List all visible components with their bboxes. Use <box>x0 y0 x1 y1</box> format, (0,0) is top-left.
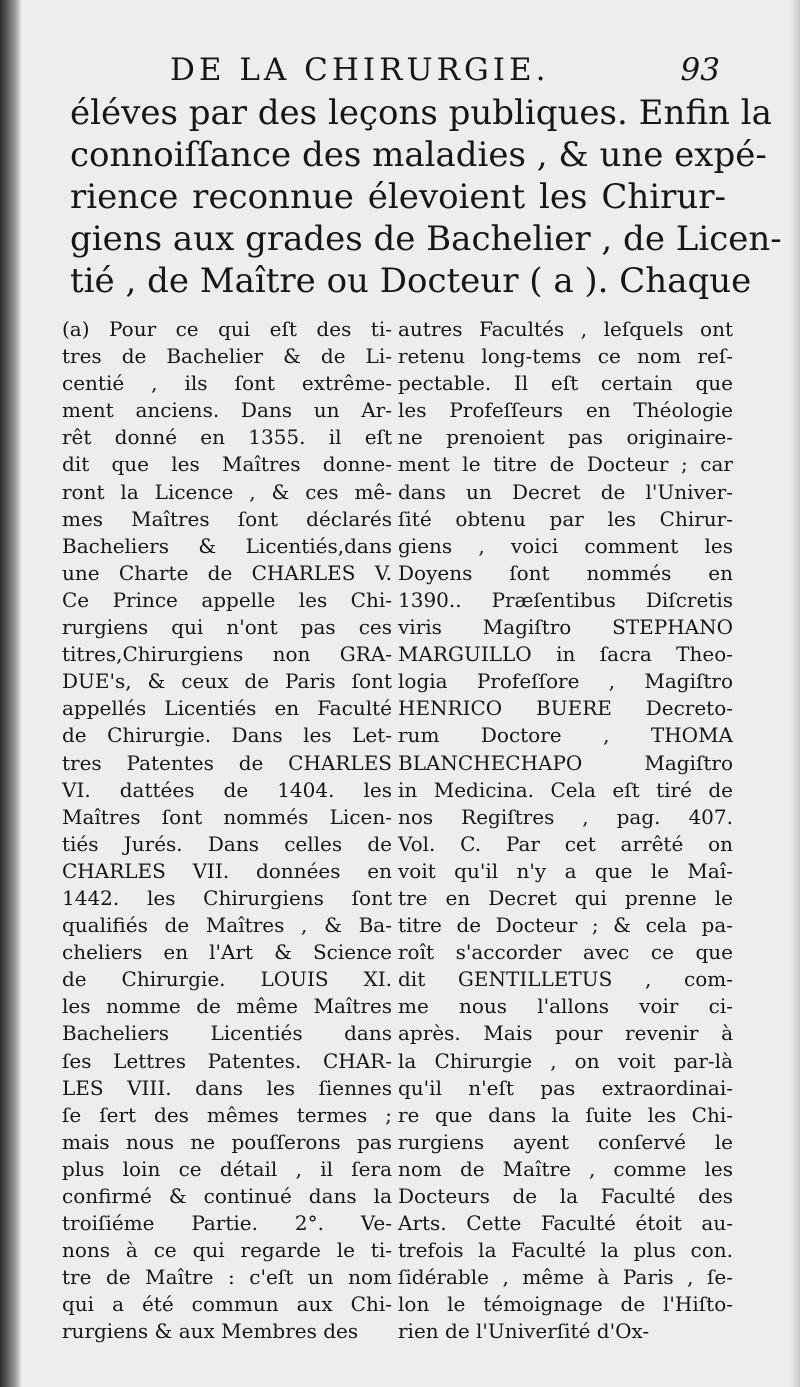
footnote-line: qu'il n'eſt pas extraordinai- <box>398 1075 733 1100</box>
footnote-line: les Profeſſeurs en Théologie <box>398 398 733 423</box>
footnote-line: voit qu'il n'y a que le Maî- <box>398 858 733 883</box>
footnote-line: in Medicina. Cela eſt tiré de <box>398 777 733 802</box>
footnote-line: titres,Chirurgiens non GRA- <box>62 642 392 667</box>
footnote-line: MARGUILLO in ſacra Theo- <box>398 642 733 667</box>
footnote-line: pectable. Il eſt certain que <box>398 371 733 396</box>
footnote-line: VI. dattées de 1404. les <box>62 777 392 802</box>
running-head <box>160 52 720 94</box>
footnote-line: Bacheliers Licentiés dans <box>62 1021 392 1046</box>
footnote-line: Vol. C. Par cet arrêté on <box>398 831 733 856</box>
footnote-line: Docteurs de la Faculté des <box>398 1184 733 1208</box>
footnote-line: LES VIII. dans les ſiennes <box>62 1075 392 1100</box>
footnote-line: tre en Decret qui prenne le <box>398 885 733 910</box>
footnote-line: appellés Licentiés en Faculté <box>62 696 392 721</box>
footnote-line: troiſiéme Partie. 2°. Ve- <box>62 1211 392 1236</box>
footnote-line: dans un Decret de l'Univer- <box>398 479 733 504</box>
footnote-line: DUE's, & ceux de Paris ſont <box>62 669 392 694</box>
page-number: 93 <box>680 52 720 88</box>
footnote-line: dit que les Maîtres donne- <box>62 452 392 477</box>
footnote-line: CHARLES VII. données en <box>62 858 392 883</box>
footnote-line: tre de Maître : c'eſt un nom <box>62 1265 392 1290</box>
main-text-block <box>70 92 782 302</box>
main-text-line: tié , de Maître ou Docteur ( a ). Chaque <box>70 261 752 301</box>
footnote-line: tiés Jurés. Dans celles de <box>62 831 392 856</box>
footnote-line: roît s'accorder avec ce que <box>398 940 733 965</box>
footnote-line: ment le titre de Docteur ; car <box>398 452 733 477</box>
footnote-line: logia Profeſſore , Magiſtro <box>398 669 733 694</box>
footnote-column-left <box>62 316 392 1346</box>
footnote-line: ſité obtenu par les Chirur- <box>398 506 733 531</box>
footnote-line: 1390.. Præſentibus Diſcretis <box>398 587 733 612</box>
footnote-line: retenu long-tems ce nom reſ- <box>398 344 733 369</box>
footnote-line: qui a été commun aux Chi- <box>62 1292 392 1317</box>
page-gutter-shadow <box>0 0 22 1387</box>
footnote-line: une Charte de CHARLES V. <box>62 560 392 585</box>
footnote-line: dit GENTILLETUS , com- <box>398 967 733 992</box>
footnote-line: rêt donné en 1355. il eſt <box>62 425 392 450</box>
footnote-line: 1442. les Chirurgiens ſont <box>62 885 392 910</box>
footnote-line: HENRICO BUERE Decreto- <box>398 696 733 721</box>
footnote-line: BLANCHECHAPO Magiſtro <box>398 750 733 775</box>
footnote-line: ſes Lettres Patentes. CHAR- <box>62 1048 392 1073</box>
footnote-line: de Chirurgie. LOUIS XI. <box>62 967 392 992</box>
footnote-line: viris Magiſtro STEPHANO <box>398 615 733 640</box>
footnote-line: Ce Prince appelle les Chi- <box>62 587 392 612</box>
footnote-line: ne prenoient pas originaire- <box>398 425 733 450</box>
footnote-line: Doyens ſont nommés en <box>398 560 733 585</box>
footnote-line: nos Regiſtres , pag. 407. <box>398 804 733 829</box>
footnote-line: re que dans la ſuite les Chi- <box>398 1102 733 1127</box>
footnote-line: trefois la Faculté la plus con. <box>398 1238 733 1263</box>
footnote-line: tres Patentes de CHARLES <box>62 750 392 775</box>
footnote-line: lon le témoignage de l'Hiſto- <box>398 1292 733 1317</box>
main-text-line: éléves par des leçons publiques. Enfin la <box>70 93 772 133</box>
footnote-line: plus loin ce détail , il ſera <box>62 1156 392 1181</box>
footnote-line: me nous l'allons voir ci- <box>398 994 733 1019</box>
footnote-line: la Chirurgie , on voit par-là <box>398 1048 733 1073</box>
footnote-line: titre de Docteur ; & cela pa- <box>398 913 733 938</box>
footnote-line: de Chirurgie. Dans les Let- <box>62 723 392 748</box>
footnote-line: qualifiés de Maîtres , & Ba- <box>62 913 392 938</box>
footnote-line: les nomme de même Maîtres <box>62 994 392 1019</box>
main-text-line: giens aux grades de Bachelier , de Licen- <box>70 219 782 259</box>
footnote-line: ſe ſert des mêmes termes ; <box>62 1102 392 1127</box>
footnote-line: ront la Licence , & ces mê- <box>62 479 392 504</box>
footnote-line: rum Doctore , THOMA <box>398 723 733 748</box>
footnote-line: confirmé & continué dans la <box>62 1184 392 1208</box>
footnote-line: rurgiens & aux Membres des <box>62 1319 359 1344</box>
footnote-line: centié , ils ſont extrême- <box>62 371 392 396</box>
footnote-line: rien de l'Univerſité d'Ox- <box>398 1319 650 1344</box>
footnote-line: (a) Pour ce qui eſt des ti- <box>62 317 392 341</box>
footnote-line: Arts. Cette Faculté étoit au- <box>398 1211 733 1236</box>
running-title: DE LA CHIRURGIE. <box>170 52 550 88</box>
footnote-column-right <box>398 316 733 1346</box>
footnote-line: ſidérable , même à Paris , ſe- <box>398 1265 733 1290</box>
footnote-line: tres de Bachelier & de Li- <box>62 344 392 369</box>
footnote-line: autres Facultés , leſquels ont <box>398 317 733 341</box>
footnote-line: giens , voici comment les <box>398 533 733 558</box>
footnote-line: ment anciens. Dans un Ar- <box>62 398 392 423</box>
footnote-line: Maîtres ſont nommés Licen- <box>62 804 392 829</box>
footnote-line: nons à ce qui regarde le ti- <box>62 1238 392 1263</box>
main-text-line: rience reconnue élevoient les Chirur- <box>70 177 726 217</box>
footnote-line: nom de Maître , comme les <box>398 1156 733 1181</box>
footnote-line: rurgiens qui n'ont pas ces <box>62 615 392 640</box>
footnote-line: Bacheliers & Licentiés,dans <box>62 533 392 558</box>
footnote-line: mais nous ne pouſſerons pas <box>62 1129 392 1154</box>
main-text-line: connoiſſance des maladies , & une expé- <box>70 135 767 175</box>
footnote-line: cheliers en l'Art & Science <box>62 940 392 965</box>
page-edge-shadow <box>790 0 800 1387</box>
footnote-line: après. Mais pour revenir à <box>398 1021 733 1046</box>
footnote-line: rurgiens ayent conſervé le <box>398 1129 733 1154</box>
footnote-line: mes Maîtres ſont déclarés <box>62 506 392 531</box>
